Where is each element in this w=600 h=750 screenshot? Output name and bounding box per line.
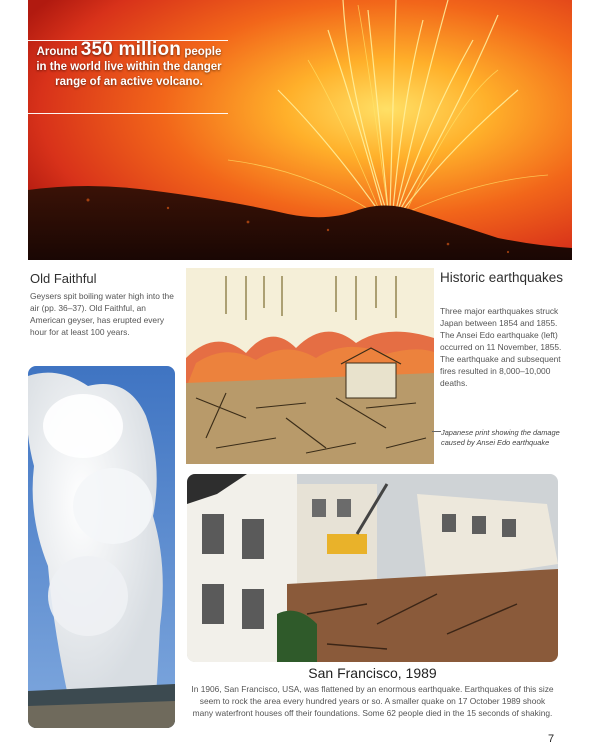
old-faithful-heading: Old Faithful bbox=[30, 271, 97, 286]
print-caption-pointer bbox=[432, 431, 441, 432]
historic-earthquakes-text: Three major earthquakes struck Japan between 1854 and 1855. The Ansei Edo earthquake (left) occurred on 11 November, 1855. The earthquake and subsequent fires resulted in 8,000–10,000 deaths. bbox=[440, 306, 562, 388]
historic-earthquakes-heading: Historic earthquakes bbox=[440, 270, 564, 285]
page-number: 7 bbox=[548, 733, 555, 745]
san-francisco-text: In 1906, San Francisco, USA, was flattened by an enormous earthquake. Earthquakes of this size seem to rock the area every hundred years or so. A smaller quake on 17 October 1989 shook many waterfront houses off their foundations. Some 62 people died in the 15 seconds of shaking. bbox=[191, 684, 554, 718]
old-faithful-text: Geysers spit boiling water high into the air (pp. 36–37). Old Faithful, an American geyser, has erupted every hour for at least 100 years. bbox=[30, 291, 174, 337]
hero-caption-bottom-rule bbox=[28, 113, 228, 114]
san-francisco-damage-photo bbox=[187, 474, 558, 662]
san-francisco-heading: San Francisco, 1989 bbox=[308, 665, 437, 681]
hero-caption-number: 350 million bbox=[80, 39, 182, 60]
hero-caption-prefix: Around bbox=[36, 46, 78, 58]
print-caption: Japanese print showing the damage caused by Ansei Edo earthquake bbox=[441, 428, 560, 447]
volcano-danger-caption bbox=[31, 39, 227, 90]
hero-caption-rest: people in the world live within the danger range of an active volcano. bbox=[36, 46, 222, 88]
geyser-photo bbox=[28, 366, 175, 728]
japanese-earthquake-print bbox=[186, 268, 434, 464]
